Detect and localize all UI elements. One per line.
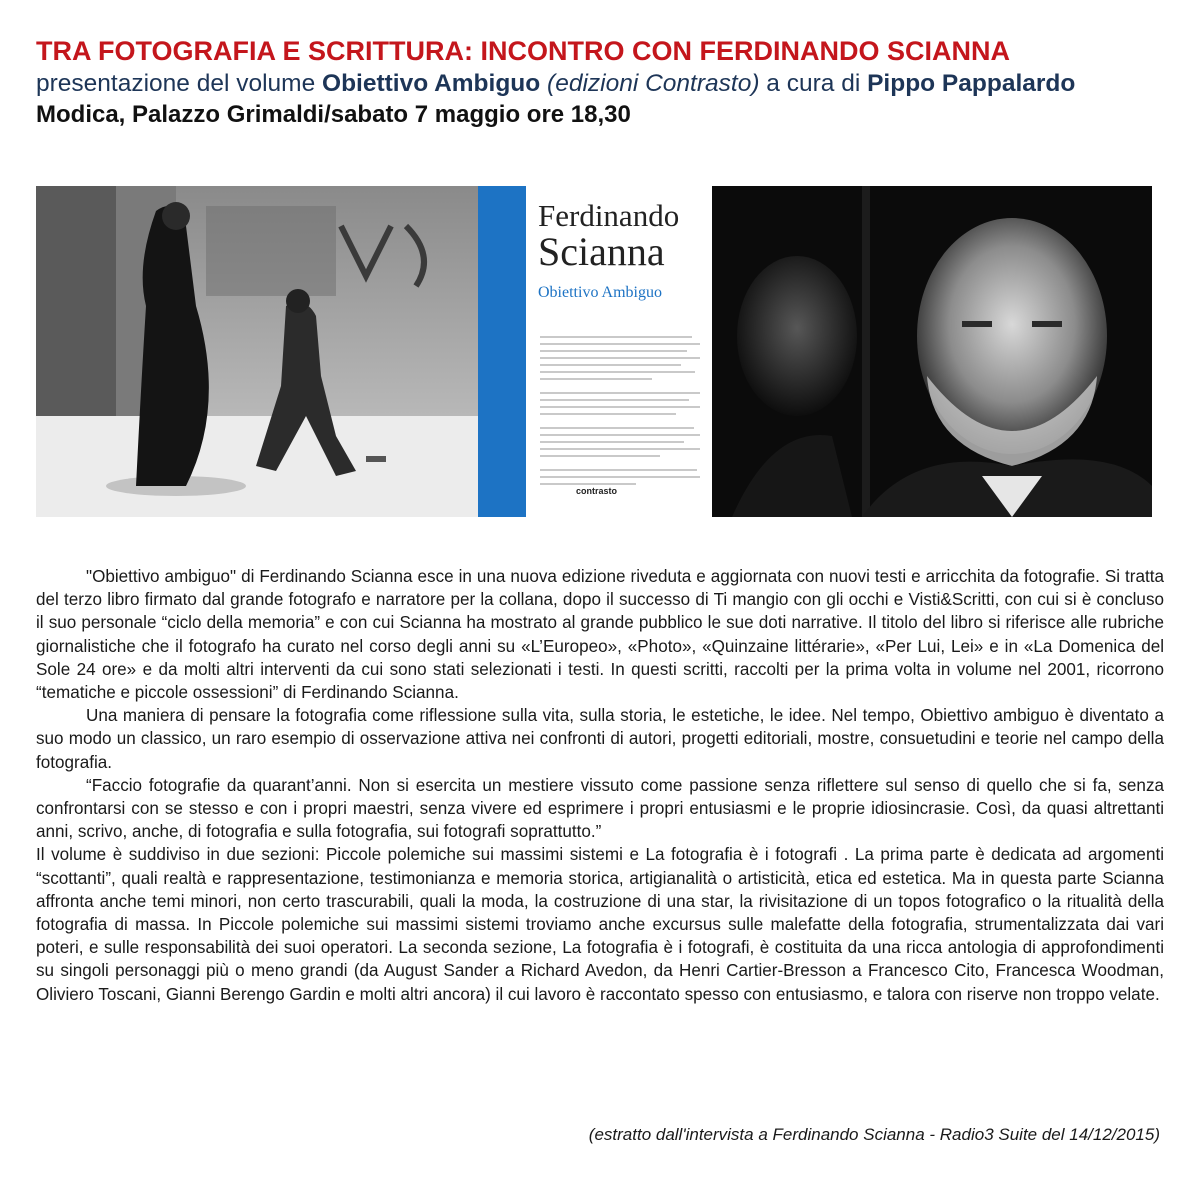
- source-credit: (estratto dall'intervista a Ferdinando Scianna - Radio3 Suite del 14/12/2015): [588, 1125, 1160, 1144]
- event-date-location: Modica, Palazzo Grimaldi/sabato 7 maggio ore 18,30: [36, 101, 631, 128]
- subtitle-intro: presentazione del volume: [36, 70, 323, 97]
- book-title: Obiettivo Ambiguo: [322, 70, 541, 97]
- photo-strip: [36, 186, 1152, 517]
- article-body: [36, 565, 1164, 1006]
- paragraph-sections: Il volume è suddiviso in due sezioni: Piccole polemiche sui massimi sistemi e La fotografia è i fotografi . La prima parte è dedicata ad argomenti “scottanti”, quali realtà e rappresentazione, testimonianza e memoria storica, artigianalità o artisticità, etica ed estetica. Ma in questa parte Scianna affronta anche temi minori, non certo trascurabili, quali la moda, la costruzione di una star, la rivisitazione di un topos fotografico o la ritualità della fotografia di massa. In Piccole polemiche sui massimi sistemi troviamo anche excursus sulle malefatte della fotografia, strumentalizzata dai vari poteri, e sulle responsabilità dei suoi operatori. La seconda sezione, La fotografia è i fotografi, è costituita da una ricca antologia di approfondimenti su singoli personaggi più o meno grandi (da August Sander a Richard Avedon, da Henri Cartier-Bresson a Francesco Cito, Francesca Woodman, Oliviero Toscani, Gianni Berengo Gardin e molti altri ancora) il cui lavoro è raccontato spesso con entusiasmo, e talora con riserve non troppo velate.: [36, 845, 1164, 1004]
- publisher-note: (edizioni Contrasto): [547, 70, 760, 97]
- event-header: [36, 34, 1176, 130]
- event-title: TRA FOTOGRAFIA E SCRITTURA: INCONTRO CON FERDINANDO SCIANNA: [36, 36, 1010, 66]
- book-cover: [478, 186, 712, 517]
- cover-author-last: Scianna: [538, 229, 665, 274]
- paragraph-intro: "Obiettivo ambiguo" di Ferdinando Scianna esce in una nuova edizione riveduta e aggiornata con nuovi testi e arricchita da fotografie. Si tratta del terzo libro firmato dal grande fotografo e narratore per la collana, dopo il successo di Ti mangio con gli occhi e Visti&Scritti, con cui si è concluso il suo personale “ciclo della memoria” e con cui Scianna ha mostrato al grande pubblico le sue doti narrative. Il titolo del libro si riferisce alle rubriche giornalistiche che il fotografo ha curato nel corso degli anni su «L’Europeo», «Photo», «Quinzaine littérarie», «Per Lui, Lei» e in «La Domenica del Sole 24 ore» e da molti altri interventi da cui sono stati selezionati i testi. In questi scritti, raccolti per la prima volta in volume nel 2001, ricorrono “tematiche e piccole ossessioni” di Ferdinando Scianna.: [36, 567, 1164, 703]
- cover-author: [538, 198, 680, 274]
- cover-text-block: [540, 336, 700, 490]
- event-subtitle: [36, 68, 1176, 100]
- paragraph-quote: “Faccio fotografie da quarant’anni. Non si esercita un mestiere vissuto come passione senza riflettere sul senso di quello che si fa, senza confrontarsi con se stesso e con i propri maestri, senza vivere ed esprimere i propri entusiasmi e le proprie idiosincrasie. Così, da quasi altrettanti anni, scrivo, anche, di fotografia e sulla fotografia, sui fotografi soprattutto.”: [36, 775, 1164, 842]
- street-photo: [36, 186, 478, 517]
- cover-publisher: contrasto: [576, 486, 618, 496]
- cover-book-title: Obiettivo Ambiguo: [538, 284, 662, 301]
- cover-spine: [478, 186, 526, 517]
- portrait-photo: [712, 186, 1152, 517]
- subtitle-connector: a cura di: [759, 70, 868, 97]
- curator-name: Pippo Pappalardo: [867, 70, 1076, 97]
- paragraph-classic: Una maniera di pensare la fotografia come riflessione sulla vita, sulla storia, le estetiche, le idee. Nel tempo, Obiettivo ambiguo è diventato a suo modo un classico, un raro esempio di osservazione attiva nei confronti di autori, progetti editoriali, mostre, consuetudini e teorie nel campo della fotografia.: [36, 706, 1164, 772]
- cover-author-first: Ferdinando: [538, 198, 680, 233]
